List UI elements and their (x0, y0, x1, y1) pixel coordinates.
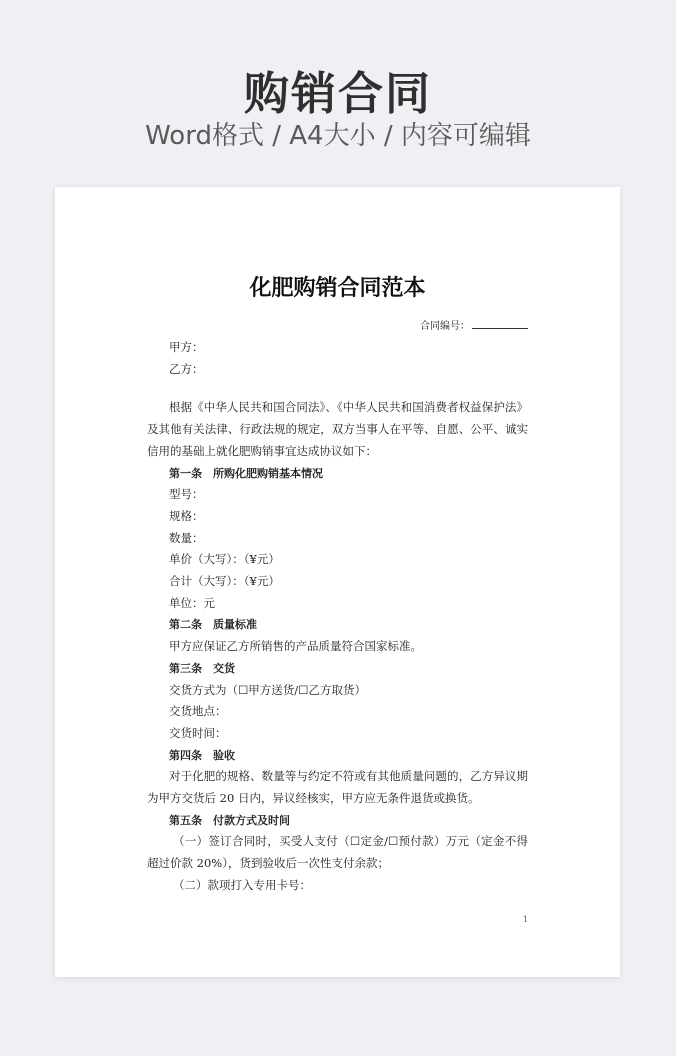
article1-heading: 第一条 所购化肥购销基本情况 (169, 466, 323, 480)
article1-line: 数量： (169, 530, 204, 545)
article1-line: 规格： (169, 508, 204, 523)
article3-line: 交货方式为（☐甲方送货/☐乙方取货） (169, 682, 366, 697)
banner-title: 购销合同 (243, 67, 432, 120)
contract-number-label: 合同编号： (420, 321, 470, 332)
intro-paragraph: 根据《中华人民共和国合同法》、《中华人民共和国消费者权益保护法》及其他有关法律、行政法规的规定，双方当事人在平等、自愿、公平、诚实信用的基础上就化肥购销事宜达成协议如下： (147, 400, 528, 458)
banner-subtitle: Word格式 / A4大小 / 内容可编辑 (145, 121, 531, 151)
paragraph-gap (147, 380, 528, 397)
article2-text: 甲方应保证乙方所销售的产品质量符合国家标准。 (169, 639, 422, 654)
article3-heading: 第三条 交货 (169, 661, 235, 675)
document-page (55, 187, 620, 977)
party-b-line: 乙方： (169, 361, 204, 376)
article1-line: 型号： (169, 487, 204, 502)
contract-number (420, 317, 528, 332)
page-number: 1 (522, 915, 528, 924)
article4-text: 对于化肥的规格、数量等与约定不符或有其他质量问题的，乙方异议期为甲方交货后 20 日内，异议经核实，甲方应无条件退货或换货。 (147, 769, 528, 806)
article4-heading: 第四条 验收 (169, 748, 235, 762)
article5-heading: 第五条 付款方式及时间 (169, 813, 290, 827)
article3-line: 交货时间： (169, 725, 227, 740)
article1-line: 合计（大写）：（¥元） (169, 574, 280, 589)
article5-text2: （二）款项打入专用卡号： (173, 877, 311, 892)
article1-line: 单位：元 (169, 595, 215, 610)
document-title: 化肥购销合同范本 (249, 276, 426, 301)
document-body (147, 337, 528, 897)
article3-line: 交货地点： (169, 704, 227, 719)
article2-heading: 第二条 质量标准 (169, 618, 257, 632)
party-a-line: 甲方： (169, 340, 204, 354)
article5-text1: （一）签订合同时，买受人支付（☐定金/☐预付款）万元（定金不得超过价款 20%），货到验收后一次性支付余款； (147, 834, 528, 871)
contract-number-blank (472, 319, 528, 329)
article1-line: 单价（大写）：（¥元） (169, 552, 280, 567)
